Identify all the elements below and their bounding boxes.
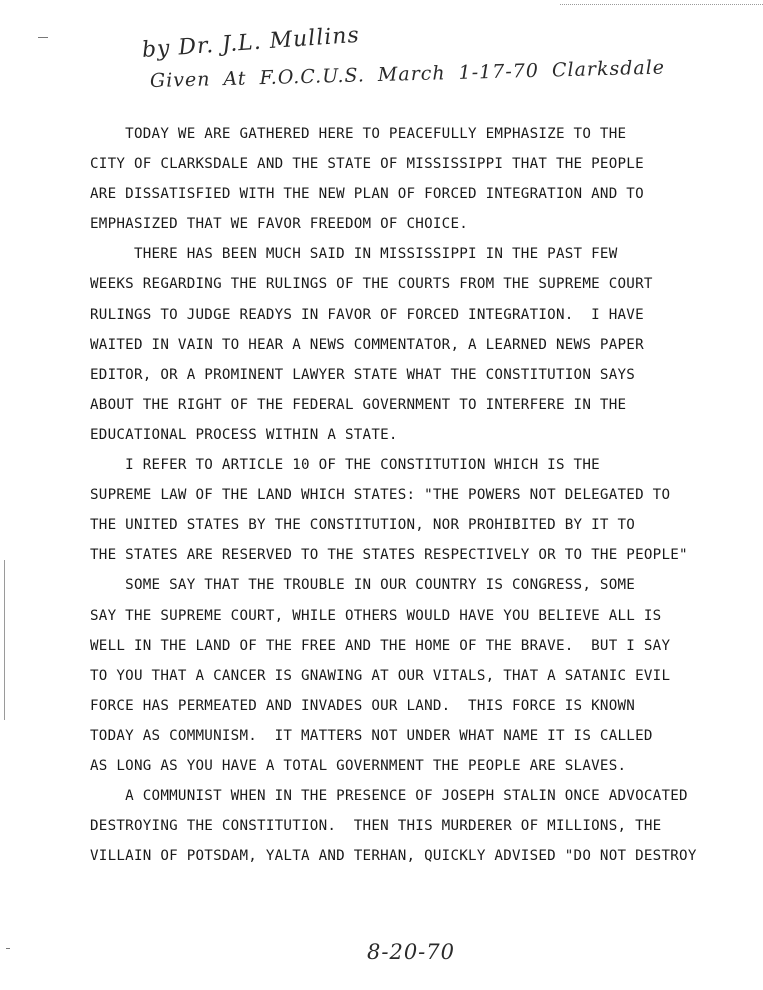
text-line: SUPREME LAW OF THE LAND WHICH STATES: "THE POWERS NOT DELEGATED TO	[90, 487, 671, 504]
text-line: THE UNITED STATES BY THE CONSTITUTION, NOR PROHIBITED BY IT TO	[90, 517, 636, 534]
text-line: RULINGS TO JUDGE READYS IN FAVOR OF FORCED INTEGRATION. I HAVE	[90, 306, 644, 323]
text-line: THERE HAS BEEN MUCH SAID IN MISSISSIPPI IN THE PAST FEW	[90, 246, 618, 263]
text-line: EDITOR, OR A PROMINENT LAWYER STATE WHAT THE CONSTITUTION SAYS	[90, 366, 636, 383]
margin-mark	[4, 560, 5, 720]
text-line: SAY THE SUPREME COURT, WHILE OTHERS WOULD HAVE YOU BELIEVE ALL IS	[90, 607, 662, 624]
text-line: TODAY WE ARE GATHERED HERE TO PEACEFULLY EMPHASIZE TO THE	[90, 126, 627, 142]
text-line: A COMMUNIST WHEN IN THE PRESENCE OF JOSEPH STALIN ONCE ADVOCATED	[90, 788, 688, 805]
text-line: EMPHASIZED THAT WE FAVOR FREEDOM OF CHOICE.	[90, 216, 469, 233]
handwritten-venue-line: Given At F.O.C.U.S. March 1-17-70 Clarksdale	[149, 56, 666, 92]
text-line: AS LONG AS YOU HAVE A TOTAL GOVERNMENT THE PEOPLE ARE SLAVES.	[90, 757, 627, 774]
text-line: CITY OF CLARKSDALE AND THE STATE OF MISSISSIPPI THAT THE PEOPLE	[90, 156, 644, 173]
text-line: ARE DISSATISFIED WITH THE NEW PLAN OF FORCED INTEGRATION AND TO	[90, 186, 644, 203]
handwritten-footer-number: 8-20-70	[367, 940, 455, 964]
text-line: EDUCATIONAL PROCESS WITHIN A STATE.	[90, 426, 398, 443]
text-line: ABOUT THE RIGHT OF THE FEDERAL GOVERNMENT TO INTERFERE IN THE	[90, 396, 627, 413]
text-line: WAITED IN VAIN TO HEAR A NEWS COMMENTATOR, A LEARNED NEWS PAPER	[90, 336, 644, 353]
text-line: I REFER TO ARTICLE 10 OF THE CONSTITUTION WHICH IS THE	[90, 457, 600, 474]
text-line: WEEKS REGARDING THE RULINGS OF THE COURTS FROM THE SUPREME COURT	[90, 276, 653, 293]
scan-edge-artifact	[560, 4, 763, 5]
text-line: TODAY AS COMMUNISM. IT MATTERS NOT UNDER WHAT NAME IT IS CALLED	[90, 727, 653, 744]
margin-mark	[38, 37, 48, 38]
text-line: FORCE HAS PERMEATED AND INVADES OUR LAND. THIS FORCE IS KNOWN	[90, 697, 636, 714]
text-line: WELL IN THE LAND OF THE FREE AND THE HOME OF THE BRAVE. BUT I SAY	[90, 637, 671, 654]
handwritten-author-line: by Dr. J.L. Mullins	[141, 22, 361, 63]
text-line: DESTROYING THE CONSTITUTION. THEN THIS MURDERER OF MILLIONS, THE	[90, 818, 662, 835]
typed-speech-body	[90, 119, 750, 871]
margin-mark	[6, 948, 10, 949]
text-line: TO YOU THAT A CANCER IS GNAWING AT OUR VITALS, THAT A SATANIC EVIL	[90, 667, 671, 684]
text-line: SOME SAY THAT THE TROUBLE IN OUR COUNTRY IS CONGRESS, SOME	[90, 577, 636, 594]
text-line: VILLAIN OF POTSDAM, YALTA AND TERHAN, QUICKLY ADVISED "DO NOT DESTROY	[90, 848, 697, 865]
text-line: THE STATES ARE RESERVED TO THE STATES RESPECTIVELY OR TO THE PEOPLE"	[90, 547, 688, 564]
